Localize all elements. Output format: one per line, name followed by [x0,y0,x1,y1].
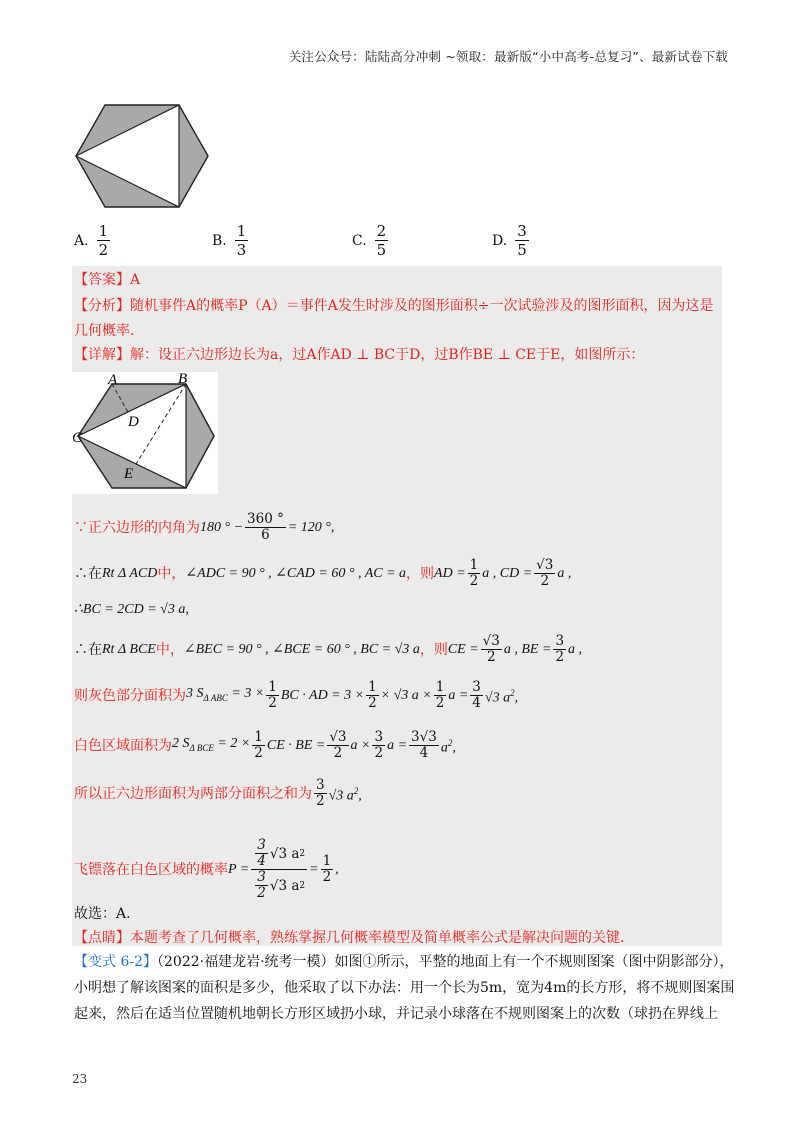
step-4-prefix: ∴在 [74,641,102,658]
step-1-frac-num: 360 ° [247,511,284,527]
page-number: 23 [72,1072,88,1086]
label-e: E [124,466,134,482]
step-7-prefix: 所以正六边形面积为两部分面积之和为 [74,785,312,802]
variant-line-3: 起来，然后在适当位置随机地朝长方形区域扔小球，并记录小球落在不规则图案上的次数（球扔在界线上 [74,1006,718,1022]
label-c: C [72,430,83,446]
choice-a-letter: A. [74,232,89,249]
step-2-math: ∠ADC = 90 ° , ∠CAD = 60 ° , AC = a [185,565,407,581]
step-5-prefix: 则灰色部分面积为 [74,687,186,704]
choice-d-num: 3 [517,222,527,240]
choice-d-letter: D. [492,232,508,249]
step-3: ∴BC = 2CD = √3 a, [74,602,189,617]
step-1-frac-den: 6 [261,527,270,543]
step-4-mid: 中， [155,641,184,658]
step-2-ad: AD = [434,565,466,581]
step-2-mid: 中， [157,565,186,582]
step-2-triangle: Rt Δ ACD [102,565,158,581]
comment-line: 【点睛】本题考查了几何概率，熟练掌握几何概率模型及简单概率公式是解决问题的关键. [74,930,625,946]
step-2-then: ，则 [406,565,435,582]
step-1 [74,512,334,543]
label-d: D [128,414,139,430]
step-2-cd: a , CD = [482,565,533,581]
analysis-line-1: 【分析】随机事件A的概率P（A）＝事件A发生时涉及的图形面积÷一次试验涉及的图形面积，因为这是 [74,298,714,314]
choice-b-num: 1 [236,222,247,240]
hexagon-figure-2 [72,372,218,494]
choice-c[interactable] [352,222,390,259]
step-4-triangle: Rt Δ BCE [102,641,156,657]
choice-a[interactable] [74,222,112,259]
step-7: 所以正六边形面积为两部分面积之和为 $\frac{3}{2}$ √3 $a^2$, [74,777,362,809]
step-4-then: ，则 [419,641,448,658]
step-4: ∴在 Rt Δ BCE 中， ∠BEC = 90 ° , ∠BCE = 60 ° , BC = √3 a ，则 CE = $\frac{√3}{2}$ a , BE = $\frac{3}{2}$ a , [74,633,583,665]
choice-c-num: 2 [376,222,387,240]
analysis-line-2: 几何概率. [74,323,135,339]
step-1-math-a: 180 ° − [200,519,244,535]
choice-d-den: 5 [517,241,527,259]
step-6-prefix: 白色区域面积为 [74,737,172,754]
choice-c-letter: C. [352,232,367,249]
step-6: 白色区域面积为 2 $S_{\Delta BCE} = 2$ × $\frac{1}{2}$ CE · BE = $\frac{√3}{2}$ a × $\frac{3}{2}$ a = $\frac{3√3}{4}$ $a^2$, [74,729,456,761]
step-2: ∴在 Rt Δ ACD 中， ∠ADC = 90 ° , ∠CAD = 60 ° , AC = a ，则 AD = $\frac{1}{2}$ a , CD = $\frac{√3}{2}$ a , [74,557,572,589]
choice-d[interactable] [492,222,531,259]
label-a: A [108,372,118,388]
variant-tag: 【变式 6-2】 [74,954,157,970]
choice-a-den: 2 [98,241,109,259]
step-4-ce: CE = [447,641,479,657]
choice-b[interactable] [212,222,250,259]
conclusion: 故选：A. [74,906,131,922]
step-1-prefix: ∵正六边形的内角为 [74,519,200,536]
variant-text-1: （2022·福建龙岩·统考一模）如图①所示，平整的地面上有一个不规则图案（图中阴影部分）， [157,954,734,970]
answer-line: 【答案】A [74,272,141,288]
choice-b-letter: B. [212,232,227,249]
detail-line [74,345,644,365]
variant-line-1 [74,952,734,972]
choice-a-num: 1 [98,222,109,240]
choice-b-den: 3 [236,241,247,259]
page-header: 关注公众号：陆陆高分冲刺 ~领取：最新版“小中高考-总复习”、最新试卷下载 [288,49,728,64]
step-8-prefix: 飞镖落在白色区域的概率 [74,861,228,878]
step-4-math: ∠BEC = 90 ° , ∠BCE = 60 ° , BC = √3 a [183,641,420,657]
step-8: 飞镖落在白色区域的概率 P = $\frac{3}{4}$ √3 a 2 $\frac{3}{2}$ √3 a 2 = $\frac{1}{2}$ , [74,837,339,901]
choice-c-den: 5 [376,241,387,259]
step-4-be: a , BE = [503,641,552,657]
label-b: B [178,372,188,387]
hexagon-figure-1 [74,103,210,209]
detail-text: 解：设正六边形边长为a，过A作AD ⊥ BC于D，过B作BE ⊥ CE于E，如图所示： [130,347,645,363]
step-5: 则灰色部分面积为 3 $S_{\Delta ABC} = 3$ × $\frac{1}{2}$ BC · AD = 3 × $\frac{1}{2}$ × √3 a × $\frac{1}{2}$ a = $\frac{3}{4}$ √3 $a^2$, [74,679,519,711]
detail-tag: 【详解】 [74,347,130,363]
step-1-math-b: = 120 °, [287,519,335,535]
variant-line-2: 小明想了解该图案的面积是多少，他采取了以下办法：用一个长为5m，宽为4m的长方形，将不规则图案围 [74,980,735,996]
step-2-prefix: ∴在 [74,565,102,582]
